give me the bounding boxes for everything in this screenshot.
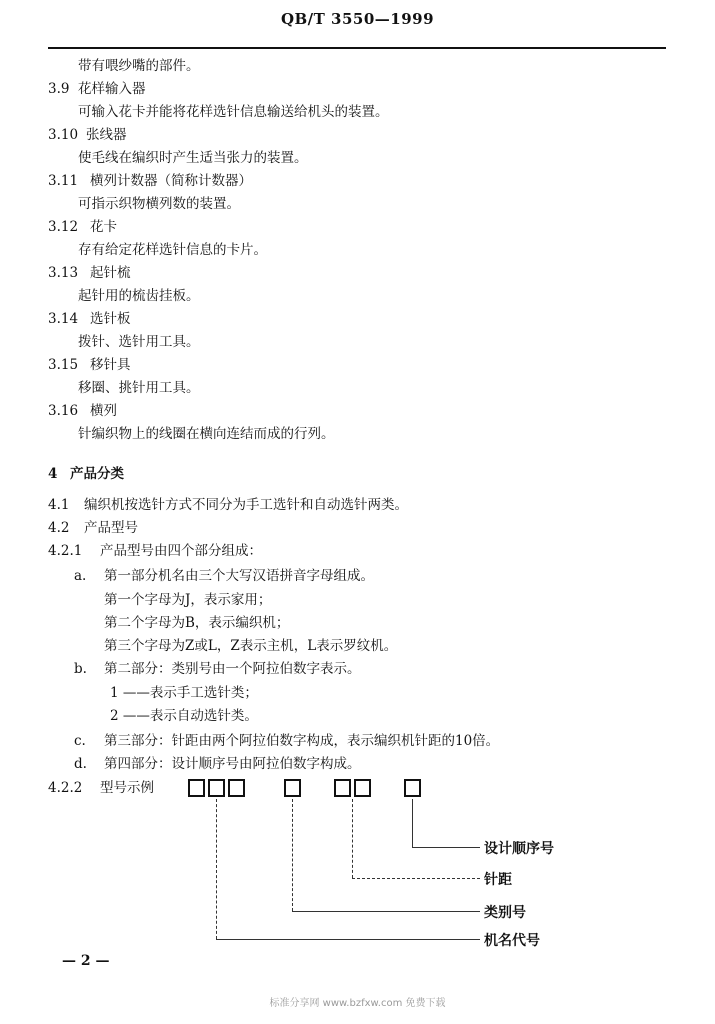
leader-line [292,911,480,912]
clause-heading: 3.11 横列计数器（简称计数器） [48,173,252,189]
clause-heading: 3.16 横列 [48,403,117,419]
list-subline: 1 ——表示手工选针类； [110,685,258,701]
clause-heading: 3.9 花样输入器 [48,81,146,97]
text-line: 可指示织物横列数的装置。 [78,196,240,212]
section-heading: 4 产品分类 [48,466,124,482]
clause-heading: 3.10 张线器 [48,127,127,143]
text-line: 使毛线在编织时产生适当张力的装置。 [78,150,308,166]
name-code-box [208,779,225,797]
page-number: — 2 — [62,953,110,969]
list-item: d. 第四部分：设计顺序号由阿拉伯数字构成。 [74,756,361,772]
watermark: 标准分享网 www.bzfxw.com 免费下载 [269,998,446,1009]
text-line: 带有喂纱嘴的部件。 [78,58,200,74]
list-item: a. 第一部分机名由三个大写汉语拼音字母组成。 [74,568,374,584]
category-box [284,779,301,797]
clause-heading: 4.2 产品型号 [48,520,138,536]
text-line: 存有给定花样选针信息的卡片。 [78,242,267,258]
list-item: b. 第二部分：类别号由一个阿拉伯数字表示。 [74,661,361,677]
leader-line [352,878,480,879]
text-line: 可输入花卡并能将花样选针信息输送给机头的装置。 [78,104,389,120]
leader-line [352,799,353,878]
text-line: 针编织物上的线圈在横向连结而成的行列。 [78,426,335,442]
leader-line [292,799,293,911]
list-subline: 第一个字母为J，表示家用； [104,592,272,608]
design-sequence-box [404,779,421,797]
name-code-box [188,779,205,797]
leader-line [216,799,217,939]
standard-code-header: QB/T 3550—1999 [280,10,435,28]
header-rule [48,47,666,49]
list-subline: 第三个字母为Z或L，Z表示主机，L表示罗纹机。 [104,638,398,654]
gauge-label: 针距 [484,872,512,888]
category-label: 类别号 [484,905,526,921]
gauge-box [354,779,371,797]
clause-heading: 3.14 选针板 [48,311,131,327]
list-subline: 2 ——表示自动选针类。 [110,708,258,724]
clause-heading: 3.13 起针梳 [48,265,131,281]
text-line: 拨针、选针用工具。 [78,334,200,350]
list-subline: 第二个字母为B，表示编织机； [104,615,290,631]
text-line: 移圈、挑针用工具。 [78,380,200,396]
clause-heading: 3.12 花卡 [48,219,117,235]
list-item: c. 第三部分：针距由两个阿拉伯数字构成，表示编织机针距的10倍。 [74,733,500,749]
leader-line [216,939,480,940]
text-line: 起针用的梳齿挂板。 [78,288,200,304]
name-code-box [228,779,245,797]
clause-line: 4.1 编织机按选针方式不同分为手工选针和自动选针两类。 [48,497,408,513]
clause-line: 4.2.1 产品型号由四个部分组成： [48,543,262,559]
clause-heading: 4.2.2 型号示例 [48,780,154,796]
leader-line [412,799,413,847]
gauge-box [334,779,351,797]
clause-heading: 3.15 移针具 [48,357,131,373]
leader-line [412,847,480,848]
machine-name-code-label: 机名代号 [484,933,540,949]
design-sequence-label: 设计顺序号 [484,841,554,857]
